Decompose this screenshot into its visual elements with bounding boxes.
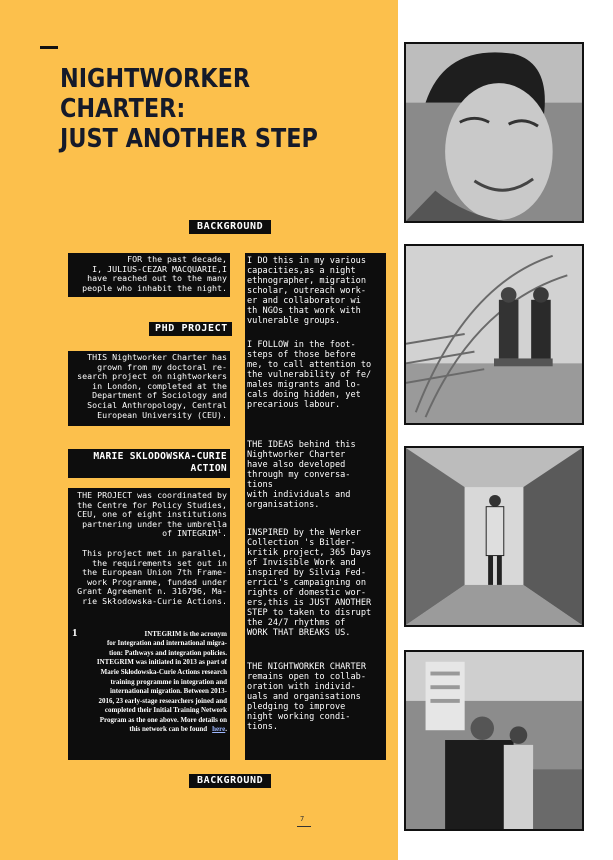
- footnote-link[interactable]: here: [212, 725, 226, 734]
- right-para-3: THE IDEAS behind this Nightworker Charter have also developed through my conversa- tions with individuals and organisations.: [247, 440, 356, 510]
- phd-project-tag: PHD PROJECT: [149, 322, 232, 336]
- intro-text: FOR the past decade, I, JULIUS-CEZAR MACQUARIE,I have reached out to the many people who inhabit the night.: [82, 254, 227, 293]
- right-para-4: INSPIRED by the Werker Collection 's Bilder- kritik project, 365 Days of Invisible Work and inspired by Silvia Fed- errici's campaigning on rights of domestic wor- ers,this is JUST ANOTHER STEP to taken to disrupt the 24/7 rhythms of WORK THAT BREAKS US.: [247, 528, 372, 638]
- right-column-block: [245, 253, 386, 760]
- phd-block: [68, 351, 230, 426]
- photo-staircase: [404, 244, 584, 425]
- project-block: [68, 488, 230, 760]
- project-text-1: THE PROJECT was coordinated by the Centre for Policy Studies, CEU, one of eight institutions partnering under the umbrella of INTEGRIM¹.: [77, 490, 227, 539]
- photo-market-worker: [404, 650, 584, 831]
- intro-block: [68, 253, 230, 297]
- page-number-rule: [297, 826, 311, 827]
- footnote: 1 INTEGRIM is the acronym for Integration and international migra- tion: Pathways and integration policies. INTEGRIM was initiated in 2013 as part of Marie Skłodowska-Curie Actions research training programme in integration and international migration. Between 2013- 2016, 23 early-stage researchers joined and completed their Initial Training Network Program as the one above. More details on this network can be found here.: [72, 626, 227, 734]
- marie-heading: MARIE SKLODOWSKA-CURIE ACTION: [68, 449, 230, 478]
- background-tag-top: BACKGROUND: [189, 220, 271, 234]
- photo-warehouse: [404, 446, 584, 627]
- background-tag-bottom: BACKGROUND: [189, 774, 271, 788]
- title-dash: [40, 46, 58, 49]
- right-para-5: THE NIGHTWORKER CHARTER remains open to collab- oration with individ- uals and organisations pledging to improve night working condi- tions.: [247, 662, 366, 732]
- footnote-text: INTEGRIM is the acronym for Integration and international migra- tion: Pathways and integration policies. INTEGRIM was initiated in 2013 as part of Marie Skłodowska-Curie Actions research training programme in integration and international migration. Between 2013- 2016, 23 early-stage researchers joined and completed their Initial Training Network Program as the one above. More details on this network can be found: [96, 629, 227, 734]
- footnote-number: 1: [72, 626, 78, 639]
- right-para-2: I FOLLOW in the foot- steps of those before me, to call attention to the vulnerability of fe/ males migrants and lo- cals doing hidden, yet precarious labour.: [247, 340, 372, 410]
- title-line-1: NIGHTWORKER CHARTER:: [60, 64, 251, 124]
- page-title: [60, 64, 344, 154]
- photo-portrait: [404, 42, 584, 223]
- phd-text: THIS Nightworker Charter has grown from my doctoral re- search project on nightworkers in London, completed at the Department of Sociology and Social Anthropology, Central European University (CEU).: [77, 352, 227, 420]
- page-number: 7: [300, 815, 305, 823]
- right-para-1: I DO this in my various capacities,as a night ethnographer, migration scholar, outreach work- er and collaborator wi th NGOs that work with vulnerable groups.: [247, 256, 366, 326]
- title-line-2: JUST ANOTHER STEP: [60, 124, 318, 154]
- project-text-2: This project met in parallel, the requirements set out in the European Union 7th Frame- work Programme, funded under Grant Agreement n. 316796, Ma- rie Skłodowska-Curie Actions.: [77, 547, 227, 606]
